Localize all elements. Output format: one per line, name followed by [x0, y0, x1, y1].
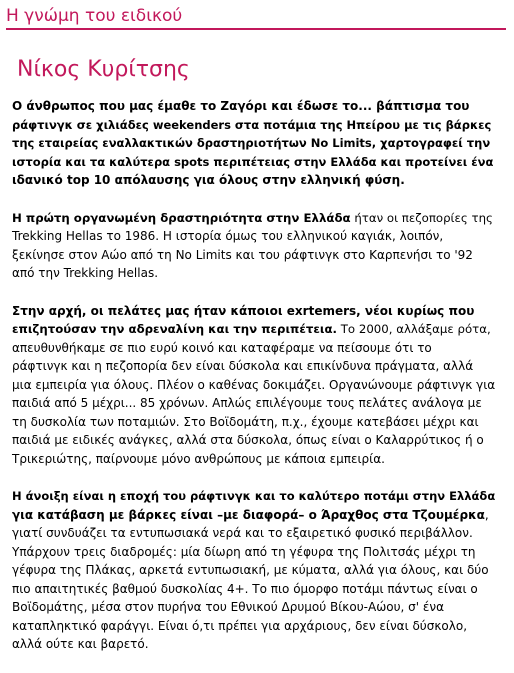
- body-text: γέφυρα της Πλάκας, αρκετά εντυπωσιακή, με κύματα, αλλά για όλους, και δύο: [12, 563, 489, 577]
- paragraph-line: [12, 246, 500, 265]
- body-text: παιδιά με ειδικές ανάγκες, αλλά στα δύσκολα, όπως είναι ο Καλαρρύτικος ή ο: [12, 433, 484, 447]
- article-paragraph: [12, 97, 500, 190]
- paragraph-line: [12, 431, 500, 450]
- bold-text: Ο άνθρωπος που μας έμαθε το Ζαγόρι και έδωσε το... βάπτισμα του: [12, 99, 470, 113]
- section-header: [6, 2, 506, 30]
- body-text: πιο απαιτητικές βαθμού δυσκολίας 4+. Το πιο όμορφο ποτάμι πάντως είναι ο: [12, 581, 478, 596]
- paragraph-line: [12, 209, 500, 228]
- paragraph-line: [12, 153, 500, 172]
- body-text: Βοϊδομάτης, μέσα στον πυρήνα του Εθνικού Δρυμού Βίκου-Αώου, σ' ένα: [12, 600, 444, 614]
- paragraph-line: [12, 635, 500, 654]
- body-text: Το 2000, αλλάξαμε ρότα,: [337, 322, 491, 336]
- bold-text: Στην αρχή, οι πελάτες μας ήταν κάποιοι exrtemers, νέοι κυρίως που: [12, 303, 475, 318]
- bold-text: για κατάβαση με βάρκες είναι –με διαφορά– ο Άραχθος στα Τζουμέρκα: [12, 507, 485, 522]
- article-paragraph: [12, 487, 500, 654]
- body-text: Υπάρχουν τρεις διαδρομές: μία δίωρη από τη γέφυρα της Πολιτσάς μέχρι τη: [12, 544, 476, 559]
- body-text: ,: [484, 507, 489, 522]
- paragraph-line: [12, 524, 500, 543]
- paragraph-line: [12, 227, 500, 246]
- paragraph-line: [12, 302, 500, 321]
- body-text: καταπληκτικό φαράγγι. Είναι ό,τι πρέπει για αρχάριους, δεν είναι δύσκολο,: [12, 618, 468, 633]
- bold-text: της εταιρείας εναλλακτικών δραστηριοτήτων No Limits, χαρτογραφεί την: [12, 136, 491, 150]
- body-text: ξεκίνησε στον Αώο από τη No Limits και του ράφτινγκ στο Καρπενήσι το '92: [12, 247, 473, 262]
- body-text: Τρικεριώτης, παίρνουμε μόνο ανθρώπους με κάποια εμπειρία.: [12, 451, 385, 466]
- body-text: τη δυσκολία των ποταμιών. Στο Βοϊδομάτη, π.χ., έχουμε κατεβάσει μέχρι και: [12, 414, 479, 429]
- paragraph-line: [12, 580, 500, 599]
- bold-text: επιζητούσαν την αδρεναλίνη και την περιπέτεια.: [12, 322, 338, 336]
- body-text: μια εμπειρία για όλους. Πλέον ο καθένας δοκιμάζει. Οργανώνουμε ράφτινγκ για: [12, 377, 496, 392]
- paragraph-line: [12, 598, 500, 617]
- paragraph-line: [12, 413, 500, 432]
- paragraph-line: [12, 487, 500, 506]
- body-text: ήταν οι πεζοπορίες της: [350, 210, 493, 225]
- author-name: Νίκος Κυρίτσης: [17, 57, 190, 82]
- body-text: ράφτινγκ και η πεζοπορία δεν είναι δύσκολα και επικίνδυνα πράγματα, αλλά: [12, 359, 474, 373]
- paragraph-line: [12, 171, 500, 190]
- paragraph-line: [12, 394, 500, 413]
- bold-text: ράφτινγκ σε χιλιάδες weekenders στα ποτάμια της Ηπείρου με τις βάρκες: [12, 117, 492, 132]
- paragraph-line: [12, 543, 500, 562]
- bold-text: ιστορία και τα καλύτερα spots περιπέτειας στην Ελλάδα και προτείνει ένα: [12, 154, 494, 169]
- paragraph-line: [12, 264, 500, 283]
- paragraph-line: [12, 97, 500, 116]
- section-title: Η γνώμη του ειδικού: [6, 6, 183, 26]
- paragraph-line: [12, 357, 500, 376]
- paragraph-line: [12, 339, 500, 358]
- bold-text: Η πρώτη οργανωμένη δραστηριότητα στην Ελλάδα: [12, 210, 351, 225]
- bold-text: ιδανικό top 10 απόλαυσης για όλους στην ελληνική φύση.: [12, 173, 405, 187]
- bold-text: Η άνοιξη είναι η εποχή του ράφτινγκ και το καλύτερο ποτάμι στην Ελλάδα: [12, 489, 496, 503]
- article-paragraph: [12, 209, 500, 283]
- body-text: παιδιά από 5 μέχρι... 85 χρόνων. Απλώς επιλέγουμε τους πελάτες ανάλογα με: [12, 396, 482, 410]
- paragraph-line: [12, 561, 500, 580]
- body-text: από την Trekking Hellas.: [12, 266, 159, 280]
- paragraph-line: [12, 320, 500, 339]
- paragraph-line: [12, 617, 500, 636]
- body-text: γιατί συνδυάζει τα εντυπωσιακά νερά και το εξαιρετικό φυσικό περιβάλλον.: [12, 526, 473, 540]
- article-paragraph: [12, 302, 500, 469]
- body-text: αλλά ούτε και βαρετό.: [12, 637, 149, 651]
- paragraph-line: [12, 506, 500, 525]
- body-text: Trekking Hellas το 1986. Η ιστορία όμως του ελληνικού καγιάκ, λοιπόν,: [12, 229, 444, 243]
- body-text: απευθυνθήκαμε σε πιο ευρύ κοινό και καταφέραμε να πείσουμε ότι το: [12, 340, 432, 355]
- paragraph-line: [12, 376, 500, 395]
- paragraph-line: [12, 116, 500, 135]
- paragraph-line: [12, 134, 500, 153]
- article-body: [12, 97, 500, 673]
- paragraph-line: [12, 450, 500, 469]
